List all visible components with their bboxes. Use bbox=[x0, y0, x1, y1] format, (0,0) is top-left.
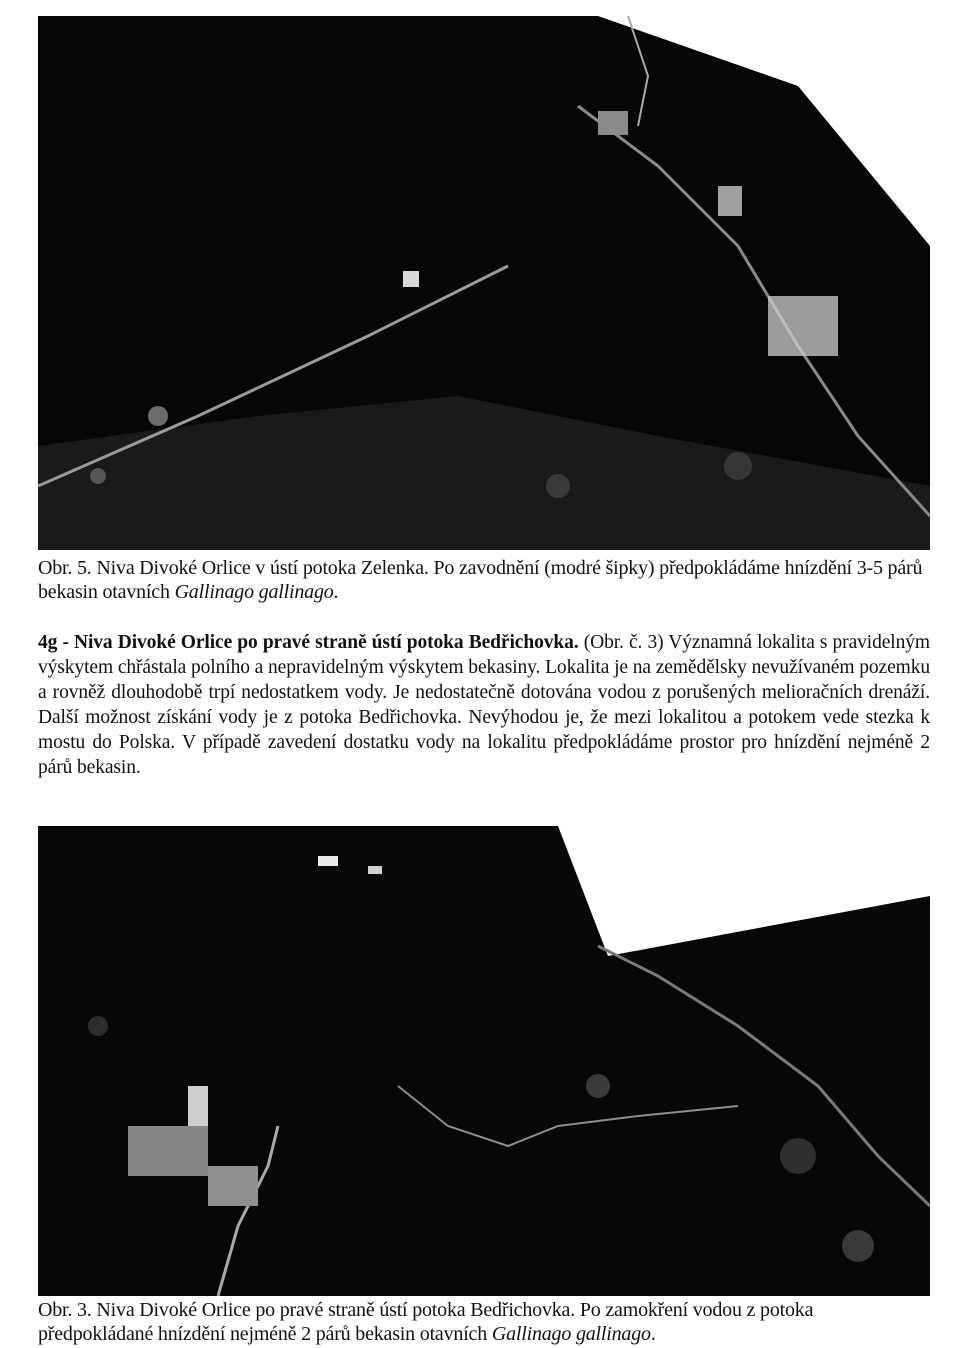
figure-caption-top bbox=[38, 556, 932, 604]
section-paragraph bbox=[38, 630, 930, 780]
caption-species: Gallinago gallinago bbox=[491, 1323, 651, 1345]
caption-end: . bbox=[650, 1323, 656, 1345]
caption-text: Niva Divoké Orlice po pravé straně ústí potoka Bedřichovka. Po zamokření vodou z potoka předpokládané hnízdění nejméně 2 párů bekasin otavních bbox=[38, 1299, 814, 1345]
figure-caption-bottom bbox=[38, 1298, 932, 1346]
caption-label: Obr. 5. bbox=[38, 557, 92, 579]
aerial-photo-zelenka bbox=[38, 16, 930, 550]
caption-species: Gallinago gallinago bbox=[174, 581, 334, 603]
caption-label: Obr. 3. bbox=[38, 1299, 92, 1321]
section-body: (Obr. č. 3) Významná lokalita s pravidelným výskytem chřástala polního a nepravidelným výskytem bekasiny. Lokalita je na zemědělsky nevužívaném pozemku a rovněž dlouhodobě trpí nedostatkem vody. Je nedostatečně dotována vodou z porušených melioračních drenáží. Další možnost získání vody je z potoka Bedřichovka. Nevýhodou je, že mezi lokalitou a potokem vede stezka k mostu do Polska. V případě zavedení dostatku vody na lokalitu předpokládáme prostor pro hnízdění nejméně 2 párů bekasin. bbox=[38, 632, 930, 778]
aerial-photo-bedrichovka bbox=[38, 826, 930, 1296]
caption-end: . bbox=[333, 581, 339, 603]
caption-text: Niva Divoké Orlice v ústí potoka Zelenka. Po zavodnění (modré šipky) předpokládáme hnízdění 3-5 párů bekasin otavních bbox=[38, 557, 923, 603]
section-heading: 4g - Niva Divoké Orlice po pravé straně ústí potoka Bedřichovka. bbox=[38, 632, 579, 653]
